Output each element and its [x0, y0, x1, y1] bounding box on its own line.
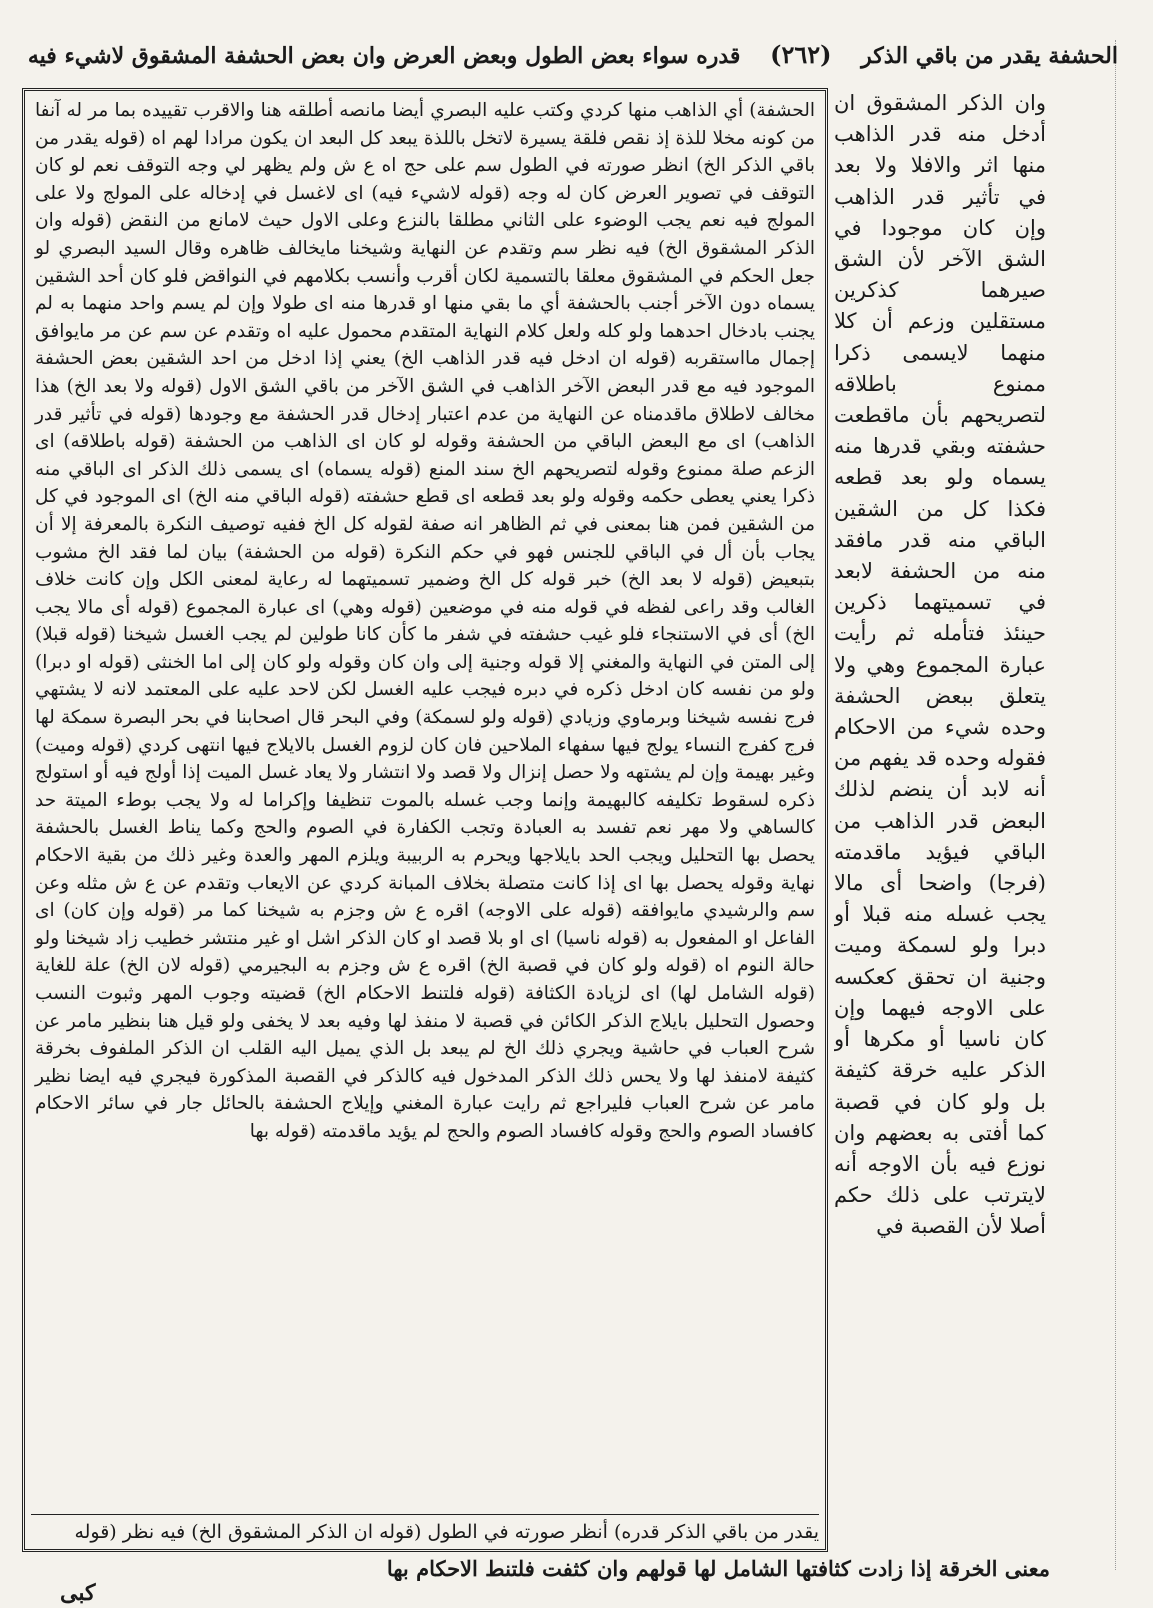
- page-header: [8, 38, 1118, 72]
- bottom-text-line: معنى الخرقة إذا زادت كثافتها الشامل لها قولهم وان كثفت فلتنط الاحكام بها: [386, 1556, 1050, 1581]
- side-column-text: [834, 88, 1046, 1552]
- page-number: (٢٦٢): [770, 40, 832, 69]
- header-left-text: قدره سواء بعض الطول وبعض العرض وان بعض الحشفة المشقوق لاشيء فيه: [27, 43, 741, 69]
- commentary-paragraph: الحشفة) أي الذاهب منها كردي وكتب عليه البصري أيضا مانصه أطلقه هنا والاقرب تقييده بما مر له آنفا من كونه مخلا للذة إذ نقص فلقة يسيرة لاتخل باللذة يبعد كل البعد ان يكون مرادا لهم اه (قوله يقدر من باقي الذكر الخ) انظر صورته في الطول سم على حج اه ع ش ولم يظهر لي وجه التوقف نعم لو كان التوقف في تصوير العرض كان له وجه (قوله لاشيء فيه) اى لاغسل في إدخاله على المولج ولا على المولج فيه نعم يجب الوضوء على الثاني مطلقا بالنزع وعلى الاول حيث لامانع من النقض (قوله وان الذكر المشقوق الخ) فيه نظر سم وتقدم عن النهاية وشيخنا مايخالف ظاهره وقال السيد البصري لو جعل الحكم في المشقوق معلقا بالتسمية لكان أقرب وأنسب بكلامهم في النواقض فلو كان أحد الشقين يسماه دون الآخر أجنب بالحشفة أي ما بقي منها او قدرها منه اى طولا وإن لم يسم واحد منهما به لم يجنب بادخال احدهما ولو كله ولعل كلام النهاية المتقدم محمول عليه اه وتقدم عن سم عن مر مايوافق إجمال مااستقربه (قوله ان ادخل فيه قدر الذاهب الخ) يعني إذا ادخل من احد الشقين بعض الحشفة الموجود فيه مع قدر البعض الآخر الذاهب في الشق الآخر من باقي الشق الاول (قوله ولا بعد الخ) هذا مخالف لاطلاق ماقدمناه عن النهاية من عدم اعتبار إدخال قدر الحشفة مع وجودها (قوله في تأثير قدر الذاهب) اى مع البعض الباقي من الحشفة وقوله لو كان اى الذاهب من الحشفة (قوله باطلاقه) اى الزعم صلة ممنوع وقوله لتصريحهم الخ سند المنع (قوله يسماه) اى يسمى ذلك الذكر اى الباقي منه ذكرا يعني يعطى حكمه وقوله ولو بعد قطعه اى قطع حشفته (قوله الباقي منه الخ) اى الموجود في كل من الشقين فمن هنا بمعنى في ثم الظاهر انه صفة لقوله كل الخ ففيه توصيف النكرة بالمعرفة إلا أن يجاب بأن أل في الباقي للجنس فهو في حكم النكرة (قوله من الحشفة) بيان لما فقد الخ مشوب بتبعيض (قوله لا بعد الخ) خبر قوله كل الخ وضمير تسميتهما له رعاية لمعنى الكل وإن كانت خلاف الغالب وقد راعى لفظه في قوله منه في موضعين (قوله وهي) اى عبارة المجموع (قوله أى مالا يجب الخ) أى في الاستنجاء فلو غيب حشفته في شفر ما كأن كانا طولين لم يجب الغسل شيخنا (قوله قبلا) إلى المتن في النهاية والمغني إلا قوله وجنية إلى وان كان وقوله ولو كان إلى اما الخنثى (قوله او دبرا) ولو من نفسه كان ادخل ذكره في دبره فيجب عليه الغسل لكن لاحد عليه على المعتمد لانه لا يشتهي فرج نفسه شيخنا وبرماوي وزيادي (قوله ولو لسمكة) وفي البحر قال اصحابنا في بحر البصرة سمكة لها فرج كفرج النساء يولج فيها سفهاء الملاحين فان كان لزوم الغسل بالايلاج فيها انتهى كردي (قوله وميت) وغير بهيمة وإن لم يشتهه ولا حصل إنزال ولا قصد ولا انتشار ولا يعاد غسل الميت إذا أولج فيه أو استولج ذكره لسقوط تكليفه كالبهيمة وإنما وجب غسله بالموت تنظيفا وإكراما له ولا يجب بوطء الميتة حد كالساهي ولا مهر نعم تفسد به العبادة وتجب الكفارة في الصوم والحج وكما يناط الغسل بالحشفة يحصل بها التحليل ويجب الحد بايلاجها ويحرم به الربيبة ويلزم المهر والعدة وغير ذلك من بقية الاحكام نهاية وقوله يحصل بها اى إذا كانت متصلة بخلاف المبانة كردي عن الايعاب وتقدم عن ع ش مثله وعن سم والرشيدي مايوافقه (قوله على الاوجه) اقره ع ش وجزم به شيخنا كما مر (قوله وإن كان) اى الفاعل او المفعول به (قوله ناسيا) اى او بلا قصد او كان الذكر اشل او غير منتشر خطيب زاد شيخنا ولو حالة النوم اه (قوله ولو كان في قصبة الخ) اقره ع ش وجزم به البجيرمي (قوله لان الخ) علة للغاية (قوله الشامل لها) اى لزيادة الكثافة (قوله فلتنط الاحكام الخ) قضيته وجوب المهر وثبوت النسب وحصول التحليل بايلاج الذكر الكائن في قصبة لا منفذ لها وفيه بعد لا يخفى ولو قيل هنا بنظير مامر عن شرح العباب في حاشية ويجري ذلك الخ لم يبعد بل الذي يميل اليه القلب ان الذكر الملفوف بخرقة كثيفة لامنفذ لها ولا يحس ذلك الذكر المدخول فيه كالذكر في القصبة المذكورة فيجري فيه ايضا نظير مامر عن شرح العباب فليراجع ثم رايت عبارة المغني وإيلاج الحشفة بالحائل جار في سائر الاحكام كافساد الصوم والحج وقوله كافساد الصوم والحج لم يؤيد ماقدمته (قوله بها: [35, 100, 815, 1142]
- commentary-footnote: يقدر من باقي الذكر قدره) أنظر صورته في الطول (قوله ان الذكر المشقوق الخ) فيه نظر (قوله: [31, 1514, 819, 1545]
- header-right-text: الحشفة يقدر من باقي الذكر: [861, 43, 1118, 69]
- margin-guide: [1115, 40, 1118, 1570]
- commentary-box: [22, 88, 828, 1552]
- side-paragraph: وان الذكر المشقوق ان أدخل منه قدر الذاهب منها اثر والافلا ولا بعد في تأثير قدر الذاهب وإن كان موجودا في الشق الآخر لأن الشق صيرهما كذكرين مستقلين وزعم أن كلا منهما لايسمى ذكرا ممنوع باطلاقه لتصريحهم بأن ماقطعت حشفته وبقي قدرها منه يسماه ولو بعد قطعه فكذا كل من الشقين الباقي منه قدر مافقد منه من الحشفة لابعد في تسميتهما ذكرين حينئذ فتأمله ثم رأيت عبارة المجموع وهي ولا يتعلق ببعض الحشفة وحده شيء من الاحكام فقوله وحده قد يفهم من أنه لابد أن ينضم لذلك البعض قدر الذاهب من الباقي فيؤيد ماقدمته (فرجا) واضحا أى مالا يجب غسله منه قبلا أو دبرا ولو لسمكة وميت وجنية ان تحقق كعكسه على الاوجه فيهما وإن كان ناسيا أو مكرها أو الذكر عليه خرقة كثيفة بل ولو كان في قصبة كما أفتى به بعضهم وان نوزع فيه بأن الاوجه أنه لايترتب على ذلك حكم أصلا لأن القصبة في: [834, 91, 1046, 1239]
- catchword: كبى: [60, 1580, 96, 1606]
